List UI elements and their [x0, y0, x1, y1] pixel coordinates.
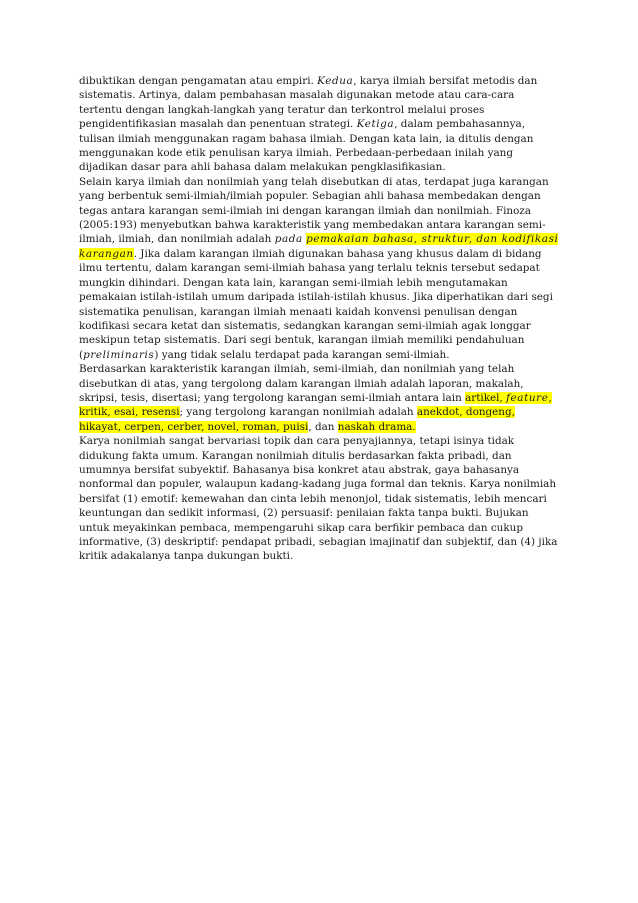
p1-text-1: dibuktikan dengan pengamatan atau empiri.	[79, 75, 318, 87]
paragraph-4: Karya nonilmiah sangat bervariasi topik dan cara penyajiannya, tetapi isinya tidak didukung fakta umum. Karangan nonilmiah ditulis berdasarkan fakta pribadi, dan umumnya bersifat subyektif. Bahasanya bisa konkret atau abstrak, gaya bahasanya nonformal dan populer, walaupun kadang-kadang juga formal dan teknis. Karya nonilmiah bersifat (1) emotif: kemewahan dan cinta lebih menonjol, tidak sistematis, lebih mencari keuntungan dan sedikit informasi, (2) persuasif: penilaian fakta tanpa bukti. Bujukan untuk meyakinkan pembaca, mempengaruhi sikap cara berfikir pembaca dan cukup informative, (3) deskriptif: pendapat pribadi, sebagian imajinatif dan subjektif, dan (4) jika kritik adakalanya tanpa dukungan bukti.	[79, 435, 558, 563]
p1-text-2: , karya ilmiah bersifat metodis dan sistematis. Artinya, dalam pembahasan masalah digunakan metode atau cara-cara tertentu dengan langkah-langkah yang teratur dan terkontrol melalui proses pengidentifikasian masalah dan penentuan strategi.	[79, 75, 538, 131]
p3-highlight-nonilmiah: anekdot, dongeng, hikayat, cerpen, cerber, novel, roman, puisi	[79, 406, 515, 433]
p1-italic-kedua: Kedua	[317, 75, 354, 87]
p3-highlight-feature: feature	[506, 391, 549, 404]
p2-highlight-karakteristik: pemakaian bahasa, struktur, dan kodifikasi karangan	[79, 233, 559, 260]
p3-text-1: Berdasarkan karakteristik karangan ilmiah, semi-ilmiah, dan nonilmiah yang telah disebutkan di atas, yang tergolong dalam karangan ilmiah adalah laporan, makalah, skripsi, tesis, disertasi; yang tergolong karangan semi-ilmiah antara lain	[79, 363, 524, 404]
p1-text-3: , dalam pembahasannya, tulisan ilmiah menggunakan ragam bahasa ilmiah. Dengan kata lain, ia ditulis dengan menggunakan kode etik penulisan karya ilmiah. Perbedaan-perbedaan inilah yang dijadikan dasar para ahli bahasa dalam melakukan pengklasifikasian.	[79, 118, 534, 174]
p2-text-3: ) yang tidak selalu terdapat pada karangan semi-ilmiah.	[154, 348, 450, 361]
p3-text-2: ; yang tergolong karangan nonilmiah adalah	[179, 406, 417, 419]
document-body	[79, 74, 559, 564]
p3-highlight-semi-ilmiah-a: artikel,	[465, 391, 507, 404]
p3-highlight-semi-ilmiah-c: , kritik, esai, resensi	[79, 391, 552, 419]
p1-italic-ketiga: Ketiga	[356, 118, 395, 131]
paragraph-1	[79, 74, 559, 175]
paragraph-3	[79, 362, 559, 434]
p3-highlight-naskah-drama: naskah drama.	[337, 420, 416, 433]
p3-text-3: , dan	[308, 420, 338, 433]
p2-italic-pada: pada	[274, 233, 303, 246]
p2-text-1: Selain karya ilmiah dan nonilmiah yang telah disebutkan di atas, terdapat juga karangan yang berbentuk semi-ilmiah/ilmiah populer. Sebagian ahli bahasa membedakan dengan tegas antara karangan semi-ilmiah ini dengan karangan ilmiah dan nonilmiah. Finoza (2005:193) menyebutkan bahwa karakteristik yang membedakan antara karangan semi-ilmiah, ilmiah, dan nonilmiah adalah	[79, 175, 549, 246]
paragraph-2	[79, 175, 559, 362]
p2-italic-preliminaris: preliminaris	[83, 348, 155, 361]
p2-text-2: . Jika dalam karangan ilmiah digunakan bahasa yang khusus dalam di bidang ilmu tertentu, dalam karangan semi-ilmiah bahasa yang terlalu teknis tersebut sedapat mungkin dihindari. Dengan kata lain, karangan semi-ilmiah lebih mengutamakan pemakaian istilah-istilah umum daripada istilah-istilah khusus. Jika diperhatikan dari segi sistematika penulisan, karangan ilmiah menaati kaidah konvensi penulisan dengan kodifikasi secara ketat dan sistematis, sedangkan karangan semi-ilmiah agak longgar meskipun tetap sistematis. Dari segi bentuk, karangan ilmiah memiliki pendahuluan (	[79, 247, 553, 361]
